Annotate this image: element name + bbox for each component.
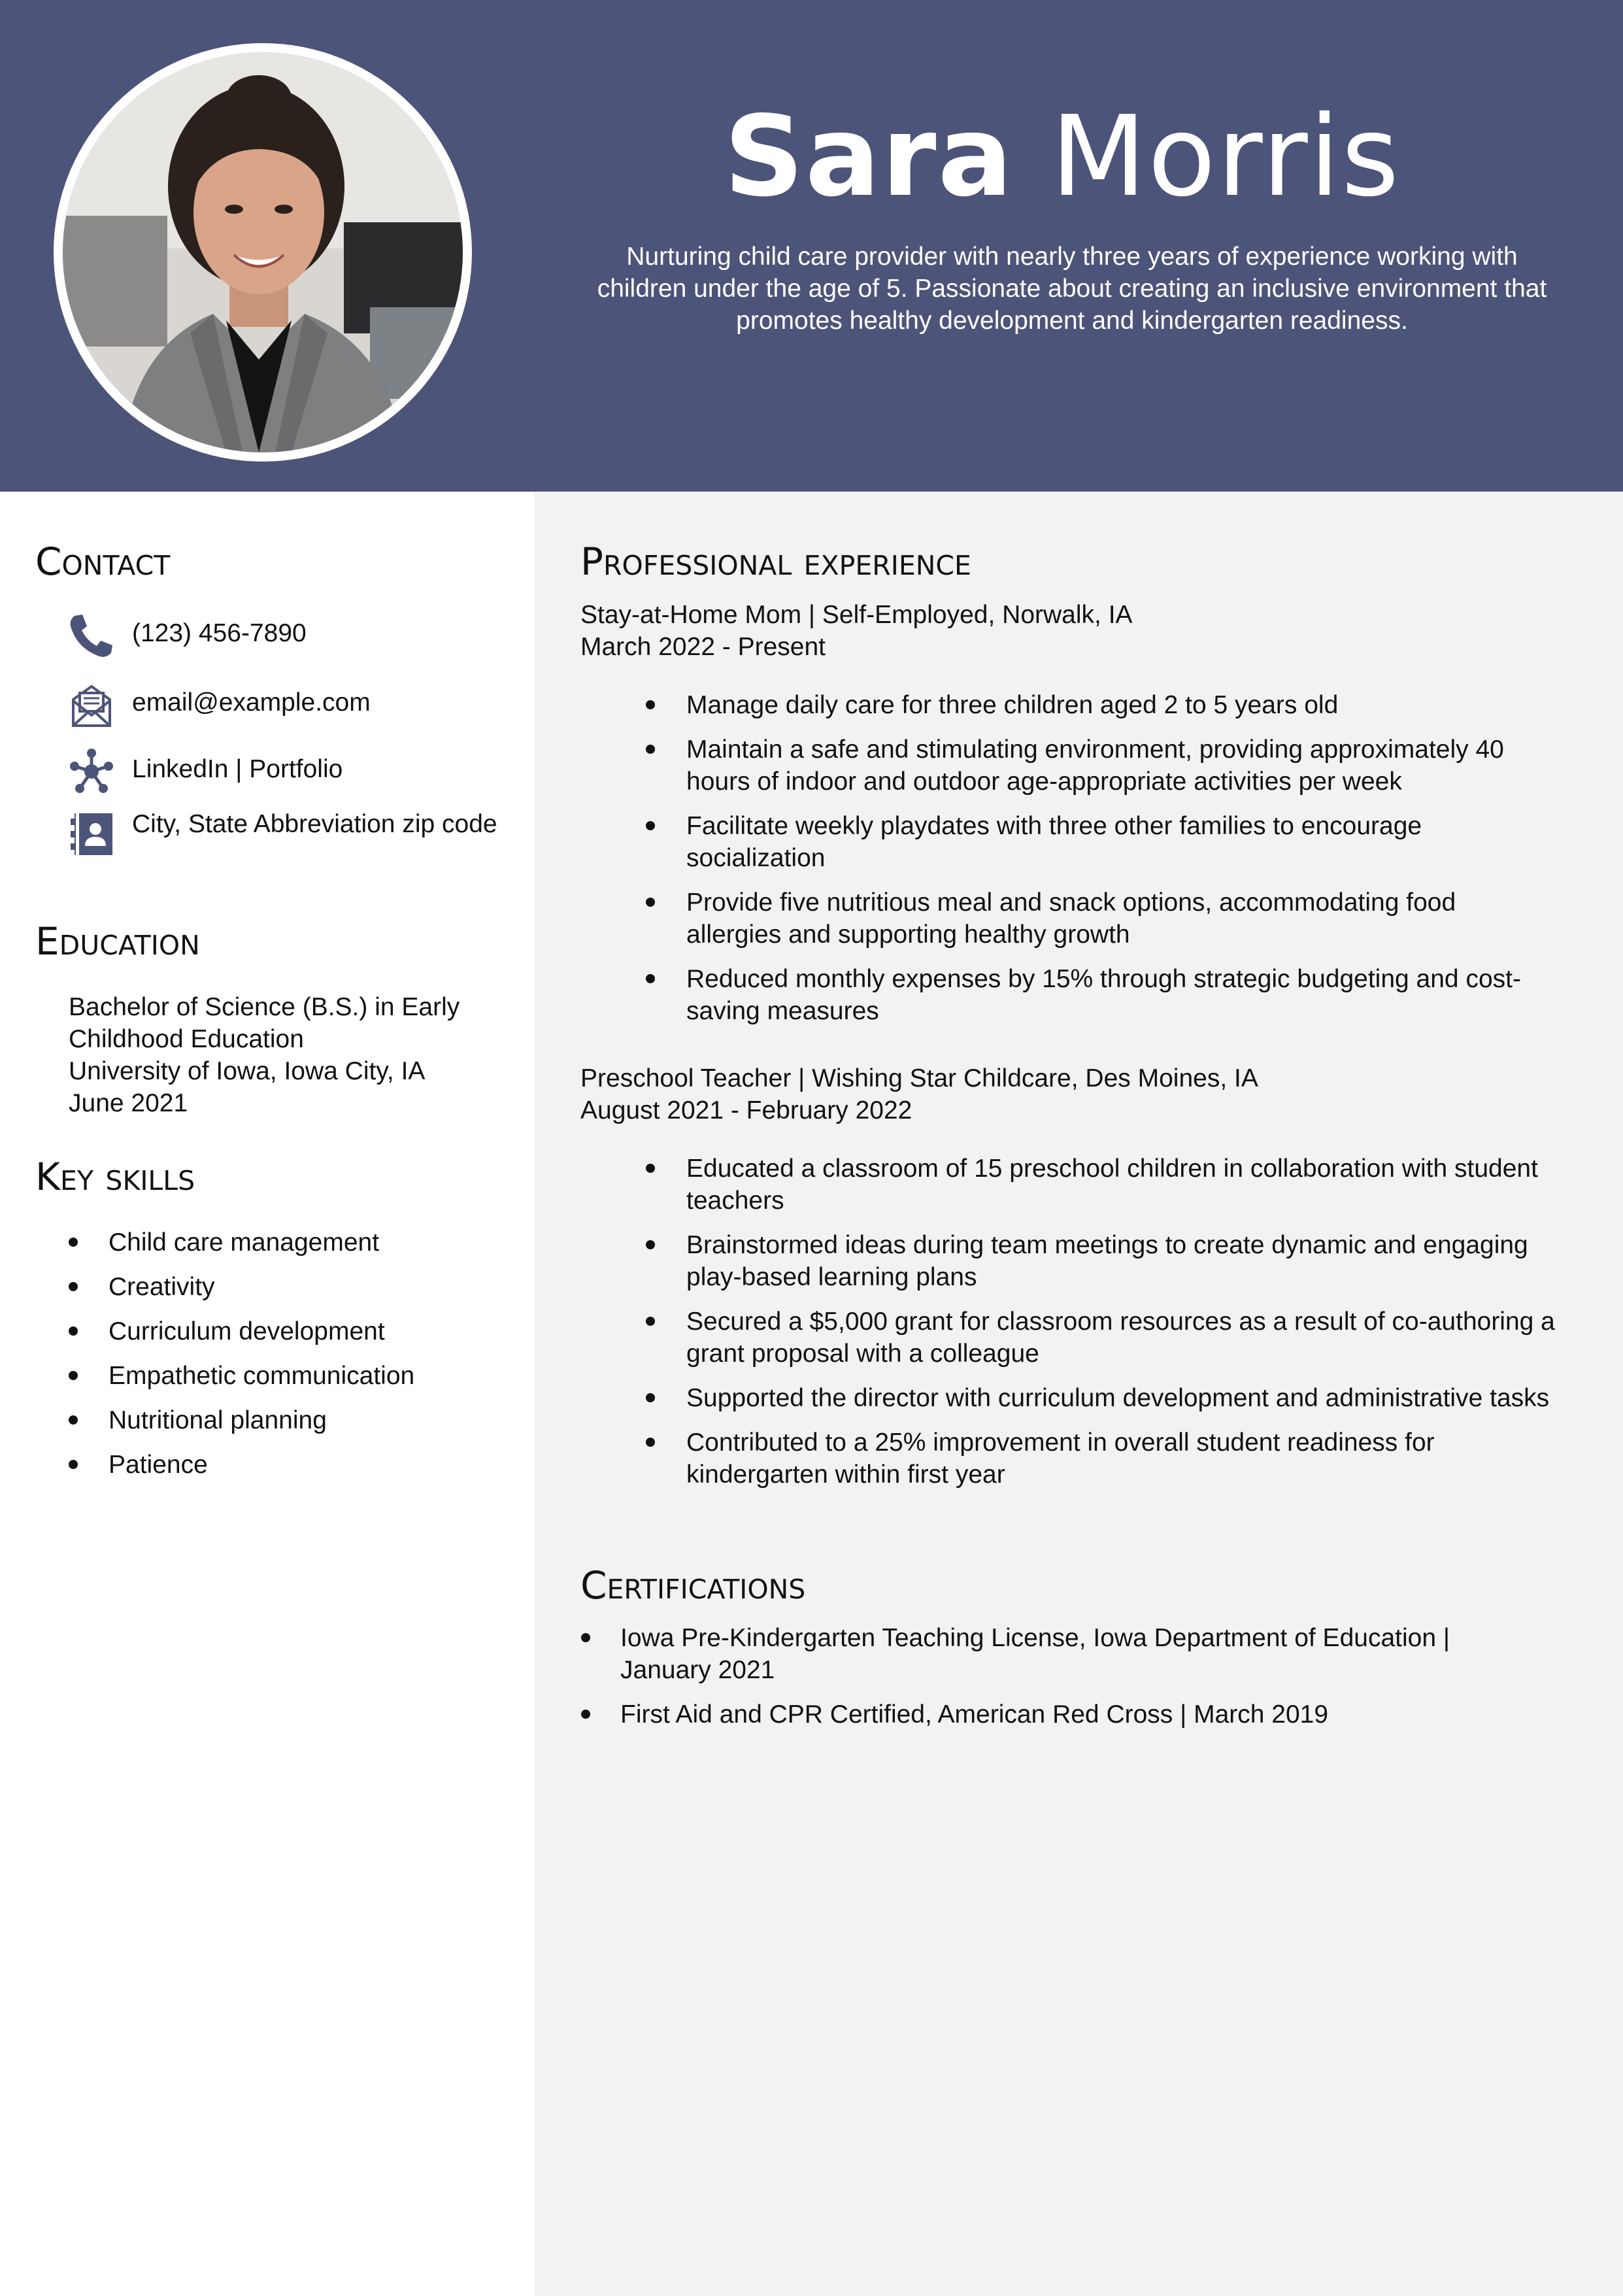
certifications-heading: Certifications (580, 1563, 806, 1608)
envelope-icon (65, 679, 118, 731)
bullet-dot (646, 1164, 655, 1173)
education-school: University of Iowa, Iowa City, IA (69, 1057, 426, 1085)
bullet-dot (69, 1371, 78, 1380)
certification-item: Iowa Pre-Kindergarten Teaching License, Iowa Department of Education | January 2021 (580, 1622, 1509, 1686)
profile-photo-frame (54, 43, 472, 462)
bullet-dot (69, 1282, 78, 1291)
job-header (580, 599, 1561, 663)
bullet-dot (581, 1710, 590, 1719)
bullet-dot (646, 745, 655, 754)
education-entry (69, 991, 487, 1119)
bullet-dot (69, 1415, 78, 1425)
job-bullet: Secured a $5,000 grant for classroom resources as a result of co-authoring a grant proposal with a colleague (647, 1306, 1556, 1370)
job-bullet: Manage daily care for three children aged 2 to 5 years old (647, 689, 1556, 721)
network-icon (65, 745, 118, 798)
bullet-dot (646, 1240, 655, 1249)
bullet-dot (646, 898, 655, 907)
certifications-list (580, 1622, 1509, 1743)
job-dates: March 2022 - Present (580, 633, 826, 661)
job-bullets (647, 689, 1556, 1039)
last-name: Morris (1050, 92, 1401, 222)
skill-item: Curriculum development (69, 1315, 487, 1360)
bullet-dot (69, 1326, 78, 1336)
candidate-name (575, 92, 1549, 222)
education-degree: Bachelor of Science (B.S.) in Early Childhood Education (69, 993, 460, 1053)
education-date: June 2021 (69, 1089, 188, 1117)
job-header (580, 1062, 1561, 1126)
profile-summary: Nurturing child care provider with nearly three years of experience working with children under the age of 5. Passionate about creating an inclusive environment that promotes healthy development and kindergarten readiness. (597, 243, 1547, 335)
bullet-dot (646, 700, 655, 709)
skill-item: Creativity (69, 1271, 487, 1315)
contact-phone-text: (123) 456-7890 (132, 619, 307, 647)
bullet-dot (646, 974, 655, 983)
contact-heading: Contact (35, 539, 171, 584)
bullet-dot (581, 1633, 590, 1642)
job-bullet: Brainstormed ideas during team meetings to create dynamic and engaging play-based learning plans (647, 1229, 1556, 1293)
bullet-dot (646, 1438, 655, 1447)
skills-heading: Key skills (35, 1155, 195, 1199)
skills-list (69, 1226, 487, 1493)
job-title-line: Stay-at-Home Mom | Self-Employed, Norwalk, IA (580, 601, 1133, 629)
skill-item: Child care management (69, 1226, 487, 1271)
address-book-icon (65, 808, 118, 860)
skill-item: Patience (69, 1449, 487, 1493)
job-bullets (647, 1153, 1556, 1503)
job-bullet: Supported the director with curriculum development and administrative tasks (647, 1382, 1556, 1414)
bullet-dot (69, 1460, 78, 1469)
certification-item: First Aid and CPR Certified, American Red Cross | March 2019 (580, 1698, 1509, 1730)
job-bullet: Facilitate weekly playdates with three other families to encourage socialization (647, 810, 1556, 874)
contact-links-text: LinkedIn | Portfolio (132, 755, 343, 783)
skill-item: Empathetic communication (69, 1360, 487, 1404)
contact-email-text: email@example.com (132, 688, 371, 717)
job-bullet: Provide five nutritious meal and snack options, accommodating food allergies and supporting healthy growth (647, 886, 1556, 951)
bullet-dot (69, 1238, 78, 1247)
education-heading: Education (35, 919, 200, 964)
experience-heading: Professional experience (580, 539, 971, 584)
job-bullet: Reduced monthly expenses by 15% through strategic budgeting and cost-saving measures (647, 963, 1556, 1027)
first-name: Sara (724, 92, 1014, 222)
job-bullet: Contributed to a 25% improvement in overall student readiness for kindergarten within first year (647, 1427, 1556, 1491)
job-bullet: Maintain a safe and stimulating environment, providing approximately 40 hours of indoor and outdoor age-appropriate activities per week (647, 734, 1556, 798)
bullet-dot (646, 821, 655, 830)
profile-photo (63, 52, 463, 452)
contact-address-text: City, State Abbreviation zip code (132, 810, 497, 838)
bullet-dot (646, 1393, 655, 1402)
job-dates: August 2021 - February 2022 (580, 1096, 912, 1124)
job-title-line: Preschool Teacher | Wishing Star Childcare, Des Moines, IA (580, 1064, 1258, 1092)
skill-item: Nutritional planning (69, 1404, 487, 1449)
phone-icon (65, 609, 118, 662)
bullet-dot (646, 1317, 655, 1326)
job-bullet: Educated a classroom of 15 preschool children in collaboration with student teachers (647, 1153, 1556, 1217)
header-banner (0, 0, 1623, 492)
